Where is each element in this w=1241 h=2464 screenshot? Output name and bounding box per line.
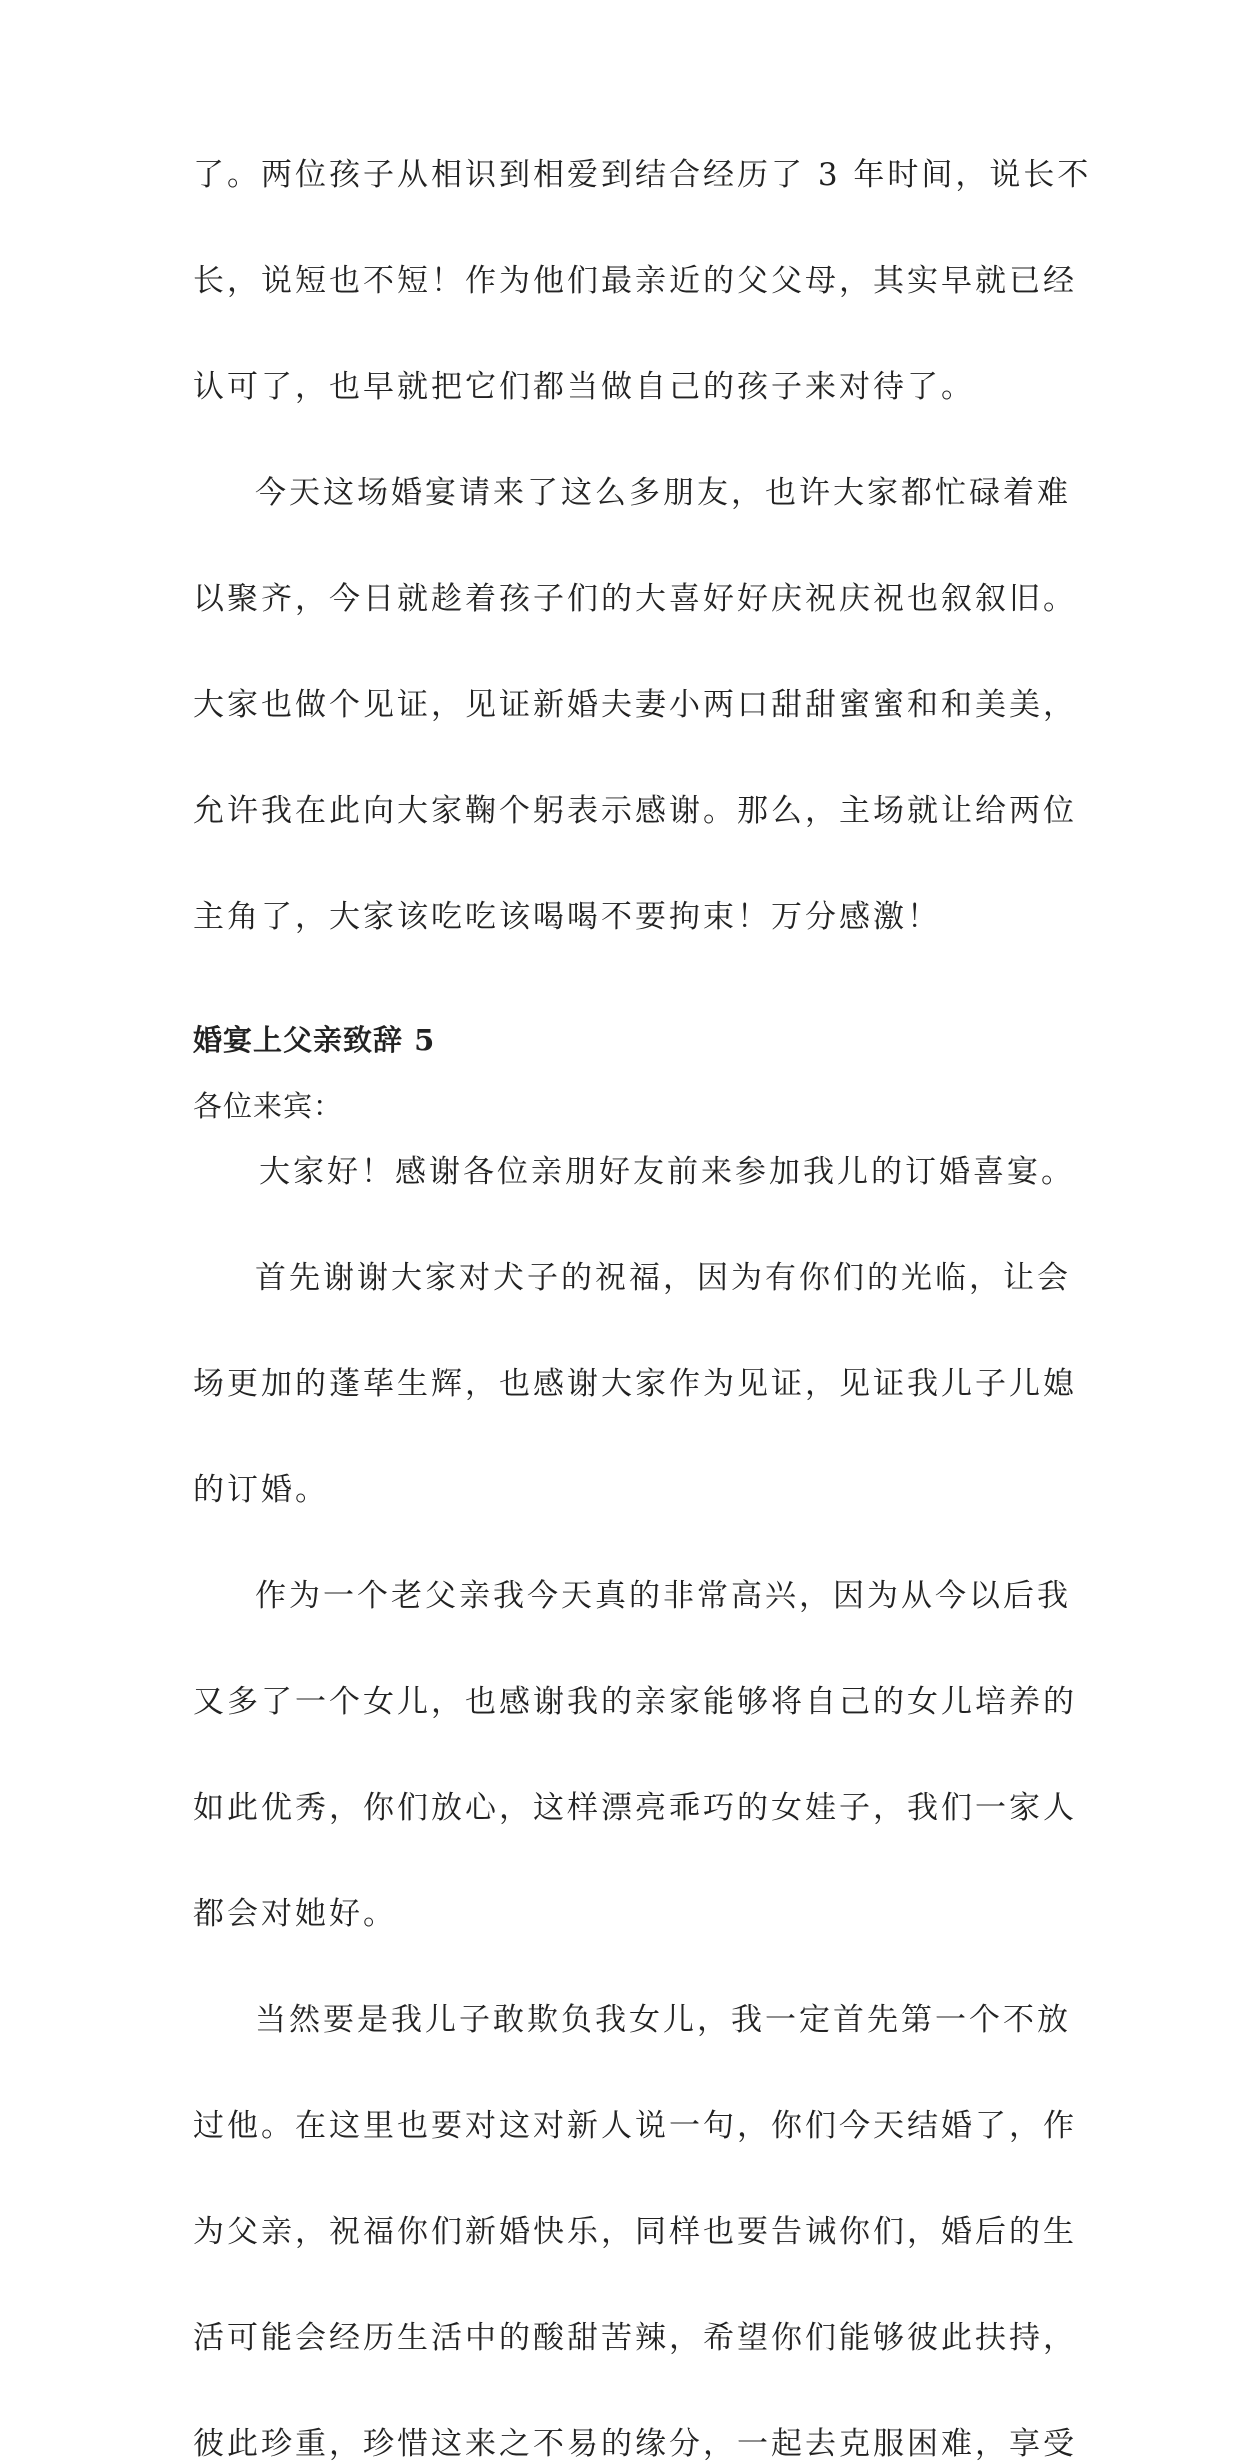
text-line: 今天这场婚宴请来了这么多朋友，也许大家都忙碌着难 [255,475,1071,511]
text-line: 为父亲，祝福你们新婚快乐，同样也要告诫你们，婚后的生 [193,2214,1077,2250]
salutation: 各位来宾： [193,1089,344,1123]
text-line: 场更加的蓬荜生辉，也感谢大家作为见证，见证我儿子儿媳 [193,1366,1077,1402]
text-line: 长，说短也不短！作为他们最亲近的父父母，其实早就已经 [193,263,1077,299]
paragraph-closing [193,473,1077,937]
text-line: 作为一个老父亲我今天真的非常高兴，因为从今以后我 [255,1578,1071,1614]
text-line: 主角了，大家该吃吃该喝喝不要拘束！万分感激！ [193,899,941,935]
text-line: 彼此珍重，珍惜这来之不易的缘分，一起去克服困难，享受 [193,2426,1077,2462]
text-line: 又多了一个女儿，也感谢我的亲家能够将自己的女儿培养的 [193,1684,1077,1720]
paragraph-happy [193,1576,1077,1934]
paragraph-continued [193,155,1092,407]
text-line: 如此优秀，你们放心，这样漂亮乖巧的女娃子，我们一家人 [193,1790,1077,1826]
greeting-line: 大家好！感谢各位亲朋好友前来参加我儿的订婚喜宴。 [259,1154,1075,1190]
text-line: 认可了，也早就把它们都当做自己的孩子来对待了。 [193,369,975,405]
text-line: 过他。在这里也要对这对新人说一句，你们今天结婚了，作 [193,2108,1077,2144]
text-line: 当然要是我儿子敢欺负我女儿，我一定首先第一个不放 [255,2002,1071,2038]
paragraph-thanks [193,1258,1077,1510]
text-line: 允许我在此向大家鞠个躬表示感谢。那么，主场就让给两位 [193,793,1077,829]
text-line: 活可能会经历生活中的酸甜苦辣，希望你们能够彼此扶持， [193,2320,1077,2356]
text-line: 的订婚。 [193,1472,329,1508]
text-line: 大家也做个见证，见证新婚夫妻小两口甜甜蜜蜜和和美美， [193,687,1077,723]
paragraph-advice [193,2000,1077,2464]
document-body [193,155,1092,2464]
text-line: 以聚齐，今日就趁着孩子们的大喜好好庆祝庆祝也叙叙旧。 [193,581,1077,617]
text-line: 都会对她好。 [193,1896,397,1932]
section-title: 婚宴上父亲致辞 5 [193,1023,436,1057]
text-line: 了。两位孩子从相识到相爱到结合经历了 3 年时间，说长不 [193,157,1092,193]
text-line: 首先谢谢大家对犬子的祝福，因为有你们的光临，让会 [255,1260,1071,1296]
